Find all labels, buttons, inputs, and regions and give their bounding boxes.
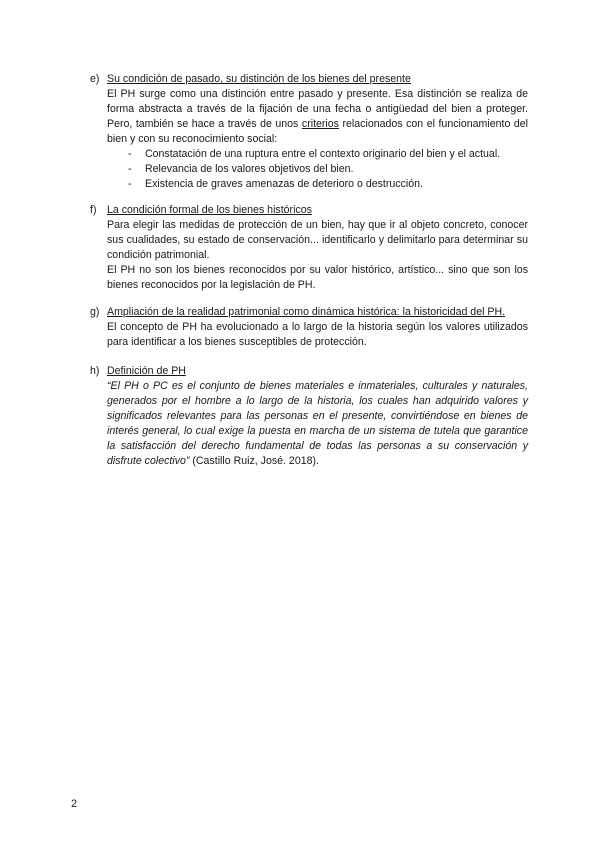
list-item: - Relevancia de los valores objetivos del bien. xyxy=(128,163,354,175)
criteria-list xyxy=(128,147,528,192)
section-g-title: Ampliación de la realidad patrimonial como dinámica histórica: la historicidad del PH. xyxy=(107,306,506,318)
section-e-paragraph xyxy=(107,87,528,147)
section-e-body xyxy=(107,87,528,192)
section-f-paragraph-1: Para elegir las medidas de protección de un bien, hay que ir al objeto concreto, conocer sus cualidades, su estado de conservación... identificarlo y delimitarlo para determinar su condición patrimonial. xyxy=(107,219,528,261)
page-number: 2 xyxy=(71,798,78,810)
section-g-letter: g) xyxy=(90,306,100,318)
list-item: - Existencia de graves amenazas de deterioro o destrucción. xyxy=(128,178,423,190)
definition-quote: “El PH o PC es el conjunto de bienes materiales e inmateriales, culturales y naturales, generados por el hombre a lo largo de la historia, los cuales han adquirido valores y significados relevantes para las personas en el presente, convirtiéndose en bienes de interés general, lo cual exige la puesta en marcha de un sistema de tutela que garantice la satisfacción del derecho fundamental de todas las personas a su conservación y disfrute colectivo” xyxy=(107,380,528,467)
section-f-paragraph-2: El PH no son los bienes reconocidos por su valor histórico, artístico... sino que son los bienes reconocidos por la legislación de PH. xyxy=(107,264,528,291)
criterios-underlined: criterios xyxy=(301,118,339,130)
section-e-text-after: relacionados con el funcionamiento del bien y con su reconocimiento social: xyxy=(107,118,528,145)
list-item: - Constatación de una ruptura entre el contexto originario del bien y el actual. xyxy=(128,148,501,160)
dash-bullet: - xyxy=(128,178,132,190)
dash-bullet: - xyxy=(128,148,132,160)
section-g-body xyxy=(107,320,528,350)
section-h-heading xyxy=(90,364,528,379)
section-f xyxy=(90,203,528,293)
section-g-heading xyxy=(90,305,528,320)
dash-bullet: - xyxy=(128,163,132,175)
section-h-letter: h) xyxy=(90,365,100,377)
section-g xyxy=(90,305,528,350)
section-e-letter: e) xyxy=(90,73,100,85)
section-f-title: La condición formal de los bienes históricos xyxy=(107,204,312,216)
section-h-title: Definición de PH xyxy=(107,365,186,377)
section-f-heading xyxy=(90,203,528,218)
definition-citation: (Castillo Ruiz, José. 2018). xyxy=(189,455,319,467)
section-e-heading xyxy=(90,72,528,87)
section-f-letter: f) xyxy=(90,204,97,216)
section-e xyxy=(90,72,528,192)
section-f-body xyxy=(107,218,528,293)
section-h-body xyxy=(107,379,528,469)
section-e-title: Su condición de pasado, su distinción de los bienes del presente xyxy=(107,73,411,85)
section-e-text-before: El PH surge como una distinción entre pasado y presente. Esa distinción se realiza de forma abstracta a través de la fijación de una fecha o antigüedad del bien a proteger. Pero, también se hace a través de unos xyxy=(107,88,528,130)
section-h xyxy=(90,364,528,469)
section-g-paragraph: El concepto de PH ha evolucionado a lo largo de la historia según los valores utilizados para identificar a los bienes susceptibles de protección. xyxy=(107,321,528,348)
definition-paragraph xyxy=(107,379,528,469)
